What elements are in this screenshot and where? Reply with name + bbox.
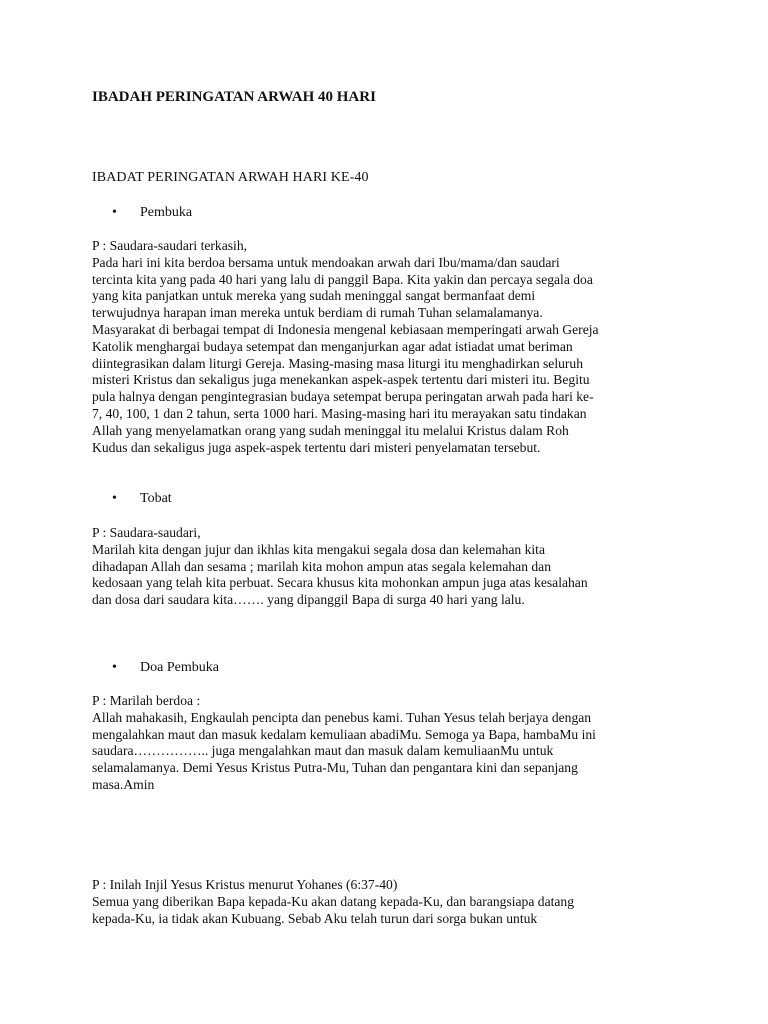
text-line: terwujudnya harapan iman mereka untuk berdiam di rumah Tuhan selamalamanya. <box>92 305 543 321</box>
text-line: Pada hari ini kita berdoa bersama untuk mendoakan arwah dari Ibu/mama/dan saudari <box>92 254 560 270</box>
text-line: selamalamanya. Demi Yesus Kristus Putra-Mu, Tuhan dan pengantara kini dan sepanjang <box>92 760 578 776</box>
section-tobat-text <box>92 525 682 609</box>
section-pembuka-text <box>92 238 682 456</box>
text-line: diintegrasikan dalam liturgi Gereja. Masing-masing masa liturgi itu menghadirkan seluruh <box>92 355 584 371</box>
bullet-item-pembuka <box>112 203 192 223</box>
text-line: kedosaan yang telah kita perbuat. Secara khusus kita mohonkan ampun juga atas kesalahan <box>92 575 588 591</box>
bullet-label: Tobat <box>140 491 172 506</box>
text-line: kepada-Ku, ia tidak akan Kubuang. Sebab Aku telah turun dari sorga bukan untuk <box>92 910 538 926</box>
document-title: IBADAH PERINGATAN ARWAH 40 HARI <box>92 89 376 105</box>
bullet-icon: • <box>112 205 117 220</box>
bullet-item-tobat <box>112 489 172 509</box>
text-line: P : Marilah berdoa : <box>92 693 201 708</box>
text-line: pula halnya dengan pengintegrasian budaya setempat berupa peringatan arwah pada hari ke- <box>92 389 594 405</box>
text-line: Kudus dan sekaligus juga aspek-aspek tertentu dari misteri penyelamatan tersebut. <box>92 439 541 455</box>
text-line: Semua yang diberikan Bapa kepada-Ku akan datang kepada-Ku, dan barangsiapa datang <box>92 893 575 909</box>
text-line: yang kita panjatkan untuk mereka yang sudah meninggal sangat bermanfaat demi <box>92 288 536 304</box>
text-line: P : Saudara-saudari terkasih, <box>92 238 248 253</box>
bullet-icon: • <box>112 491 117 506</box>
text-line: P : Inilah Injil Yesus Kristus menurut Yohanes (6:37-40) <box>92 877 398 892</box>
text-line: tercinta kita yang pada 40 hari yang lalu di panggil Bapa. Kita yakin dan percaya segala doa <box>92 271 593 287</box>
text-line: masa.Amin <box>92 776 155 792</box>
text-line: misteri Kristus dan sekaligus juga menekankan aspek-aspek tertentu dari misteri itu. Begitu <box>92 372 590 388</box>
text-line: Katolik menghargai budaya setempat dan menganjurkan agar adat istiadat umat beriman <box>92 338 573 354</box>
bullet-item-doa-pembuka <box>112 658 219 678</box>
text-line: dihadapan Allah dan sesama ; marilah kita mohon ampun atas segala kelemahan dan <box>92 558 552 574</box>
text-line: Allah mahakasih, Engkaulah pencipta dan penebus kami. Tuhan Yesus telah berjaya dengan <box>92 709 592 725</box>
text-line: dan dosa dari saudara kita……. yang dipanggil Bapa di surga 40 hari yang lalu. <box>92 592 525 608</box>
text-line: mengalahkan maut dan masuk kedalam kemuliaan abadiMu. Semoga ya Bapa, hambaMu ini <box>92 726 596 742</box>
bullet-label: Pembuka <box>140 205 193 220</box>
gospel-reading-text <box>92 877 682 927</box>
document-subtitle: IBADAT PERINGATAN ARWAH HARI KE-40 <box>92 170 369 185</box>
text-line: Allah yang menyelamatkan orang yang sudah meninggal itu melalui Kristus dalam Roh <box>92 422 569 438</box>
bullet-icon: • <box>112 660 117 675</box>
text-line: saudara…………….. juga mengalahkan maut dan masuk dalam kemuliaanMu untuk <box>92 743 554 759</box>
bullet-label: Doa Pembuka <box>140 660 219 675</box>
text-line: Marilah kita dengan jujur dan ikhlas kita mengakui segala dosa dan kelemahan kita <box>92 541 545 557</box>
text-line: Masyarakat di berbagai tempat di Indonesia mengenal kebiasaan memperingati arwah Gereja <box>92 321 599 337</box>
text-line: 7, 40, 100, 1 dan 2 tahun, serta 1000 hari. Masing-masing hari itu merayakan satu tindakan <box>92 405 587 421</box>
section-doa-pembuka-text <box>92 693 682 794</box>
text-line: P : Saudara-saudari, <box>92 525 201 540</box>
